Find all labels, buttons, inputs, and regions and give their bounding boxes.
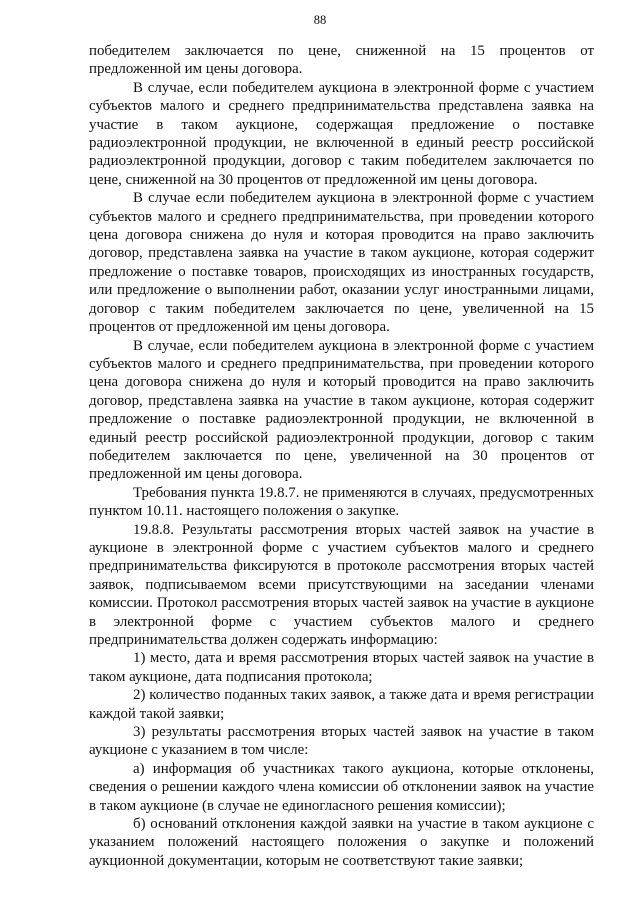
paragraph-radioelectronic-30-percent-increase: В случае, если победителем аукциона в электронной форме с участием субъектов малого и среднего предпринимательства, при проведении которого цена договора снижена до нуля и который проводится на право заключить договор, представлена заявка на участие в таком аукционе, которая содержит предложение о поставке радиоэлектронной продукции, не включенной в единый реестр российской радиоэлектронной продукции, договор с таким победителем заключается по цене, увеличенной на 30 процентов от предложенной им цены договора. <box>89 337 594 483</box>
document-body <box>89 42 594 870</box>
page-number: 88 <box>313 13 327 27</box>
paragraph-foreign-goods-15-percent-increase: В случае если победителем аукциона в электронной форме с участием субъектов малого и среднего предпринимательства, при проведении которого цена договора снижена до нуля и которая проводится на право заключить договор, представлена заявка на участие в таком аукционе, которая содержит предложение о поставке товаров, происходящих из иностранных государств, или предложение о выполнении работ, оказании услуг иностранными лицами, договор с таким победителем заключается по цене, увеличенной на 15 процентов от предложенной им цены договора. <box>89 190 594 336</box>
paragraph-continuation: победителем заключается по цене, сниженной на 15 процентов от предложенной им цены договора. <box>89 43 594 78</box>
list-item-2: 2) количество поданных таких заявок, а также дата и время регистрации каждой такой заявки; <box>89 687 594 722</box>
list-item-3: 3) результаты рассмотрения вторых частей заявок на участие в таком аукционе с указанием в том числе: <box>89 724 594 759</box>
paragraph-requirements-exception: Требования пункта 19.8.7. не применяются в случаях, предусмотренных пунктом 10.11. настоящего положения о закупке. <box>89 484 594 520</box>
list-item-3a: а) информация об участниках такого аукциона, которые отклонены, сведения о решении каждого члена комиссии об отклонении заявок на участие в таком аукционе (в случае не единогласного решения комиссии); <box>89 760 594 814</box>
list-item-3b: б) оснований отклонения каждой заявки на участие в таком аукционе с указанием положений настоящего положения о закупке и положений аукционной документации, которым не соответствуют такие заявки; <box>89 816 594 869</box>
list-item-1: 1) место, дата и время рассмотрения вторых частей заявок на участие в таком аукционе, дата подписания протокола; <box>89 650 594 685</box>
paragraph-radioelectronic-30-percent-discount: В случае, если победителем аукциона в электронной форме с участием субъектов малого и среднего предпринимательства представлена заявка на участие в таком аукционе, содержащая предложение о поставке радиоэлектронной продукции, не включенной в единый реестр российской радиоэлектронной продукции, договор с таким победителем заключается по цене, сниженной на 30 процентов от предложенной им цены договора. <box>89 79 594 188</box>
paragraph-19-8-8: 19.8.8. Результаты рассмотрения вторых частей заявок на участие в аукционе в электронной форме с участием субъектов малого и среднего предпринимательства фиксируются в протоколе рассмотрения вторых частей заявок, подписываемом всеми присутствующими на заседании членами комиссии. Протокол рассмотрения вторых частей заявок на участие в аукционе в электронной форме с участием субъектов малого и среднего предпринимательства должен содержать информацию: <box>89 521 594 648</box>
